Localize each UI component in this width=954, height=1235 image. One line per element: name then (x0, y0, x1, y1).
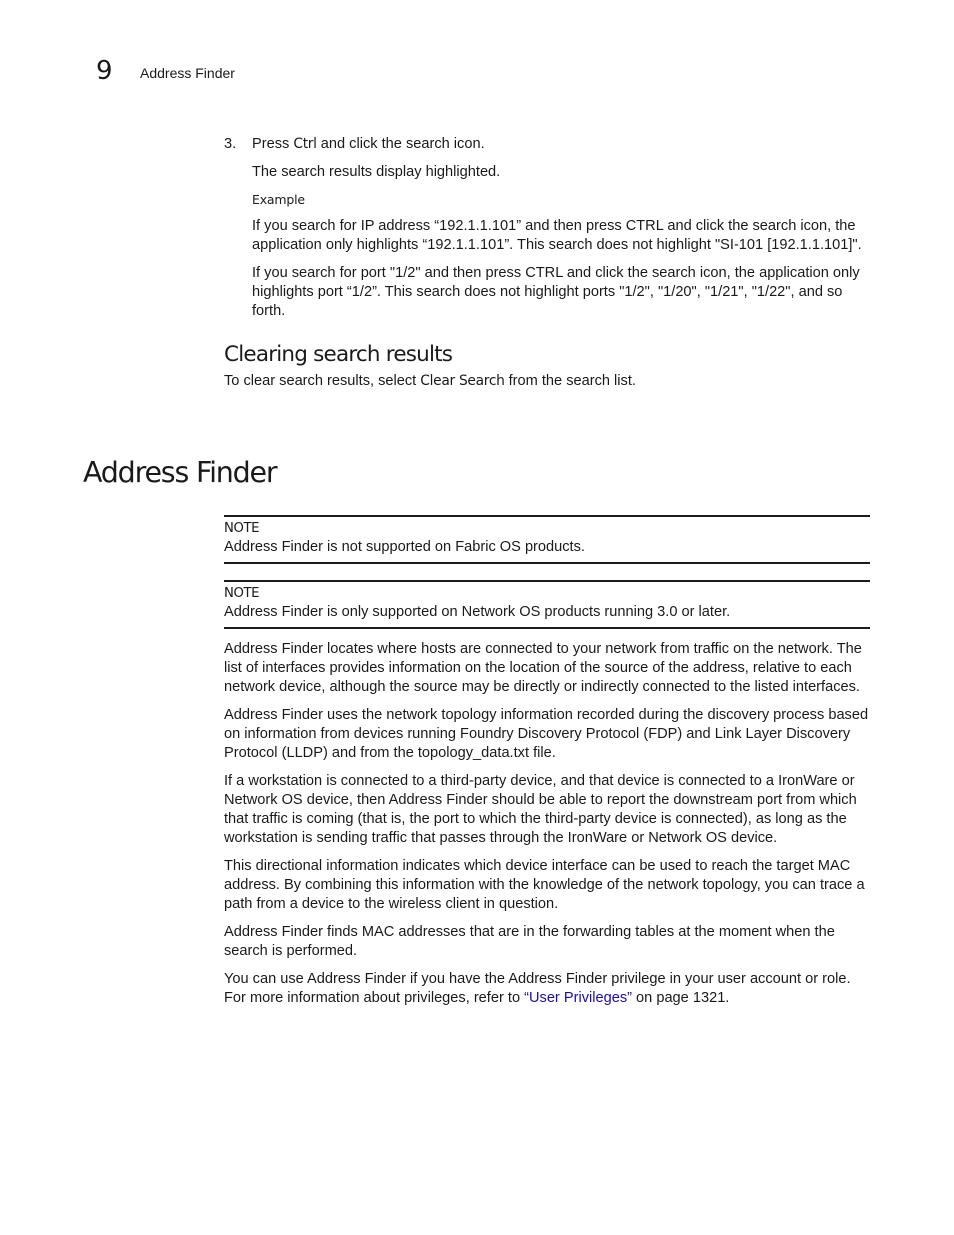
example-label: Example (252, 192, 305, 207)
upper-section (224, 135, 870, 391)
running-header-title: Address Finder (140, 65, 235, 81)
note-box-1 (224, 515, 870, 564)
step-number: 3. (224, 136, 237, 152)
chapter-number: 9 (96, 56, 113, 86)
step-result: The search results display highlighted. (252, 164, 501, 180)
user-privileges-link[interactable]: “User Privileges” (524, 990, 632, 1006)
step-text-before: Press (252, 136, 294, 152)
note-text: Address Finder is not supported on Fabric OS products. (224, 539, 585, 555)
step-instruction (252, 135, 870, 154)
clearing-instruction (224, 372, 870, 391)
step-3 (224, 135, 870, 154)
body-paragraph: If a workstation is connected to a third-party device, and that device is connected to a IronWare or Network OS device, then Address Finder should be able to report the downstream port from which that traffic is coming (that is, the port to which the third-party device is connected), as long as the workstation is sending traffic that passes through the IronWare or Network OS device. (224, 773, 857, 846)
note-label: NOTE (224, 586, 260, 601)
clearing-text-after: from the search list. (504, 373, 636, 389)
clear-search-term: Clear Search (420, 373, 505, 389)
address-finder-heading: Address Finder (83, 456, 277, 489)
example-paragraph-2: If you search for port "1/2" and then press CTRL and click the search icon, the application only highlights port “1/2”. This search does not highlight ports "1/2", "1/20", "1/21", "1/22", and so forth. (252, 265, 860, 319)
example-paragraph-1: If you search for IP address “192.1.1.101” and then press CTRL and click the search icon, the application only highlights “192.1.1.101”. This search does not highlight "SI-101 [192.1.1.101]". (252, 218, 862, 253)
body-paragraph: Address Finder uses the network topology information recorded during the discovery process based on information from devices running Foundry Discovery Protocol (FDP) and Link Layer Discovery Protocol (LLDP) and from the topology_data.txt file. (224, 707, 869, 761)
step-text-after: and click the search icon. (316, 136, 485, 152)
note-label: NOTE (224, 521, 260, 536)
privileges-text-before: You can use Address Finder if you have the Address Finder privilege in your user account or role. For more information about privileges, refer to (224, 971, 851, 1006)
ctrl-key-term: Ctrl (293, 136, 317, 152)
body-paragraph: Address Finder finds MAC addresses that are in the forwarding tables at the moment when the search is performed. (224, 924, 835, 959)
body-paragraph-privileges (224, 970, 870, 1008)
body-paragraph: This directional information indicates which device interface can be used to reach the target MAC address. By combining this information with the knowledge of the network topology, you can trace a path from a device to the wireless client in question. (224, 858, 865, 912)
privileges-text-after: on page 1321. (631, 990, 730, 1006)
note-text: Address Finder is only supported on Network OS products running 3.0 or later. (224, 604, 731, 620)
clearing-text-before: To clear search results, select (224, 373, 421, 389)
clearing-search-results-heading: Clearing search results (224, 342, 453, 367)
address-finder-section (224, 515, 870, 1008)
body-paragraph: Address Finder locates where hosts are connected to your network from traffic on the network. The list of interfaces provides information on the location of the source of the address, relative to each network device, although the source may be directly or indirectly connected to the listed interfaces. (224, 641, 862, 695)
note-box-2 (224, 580, 870, 629)
